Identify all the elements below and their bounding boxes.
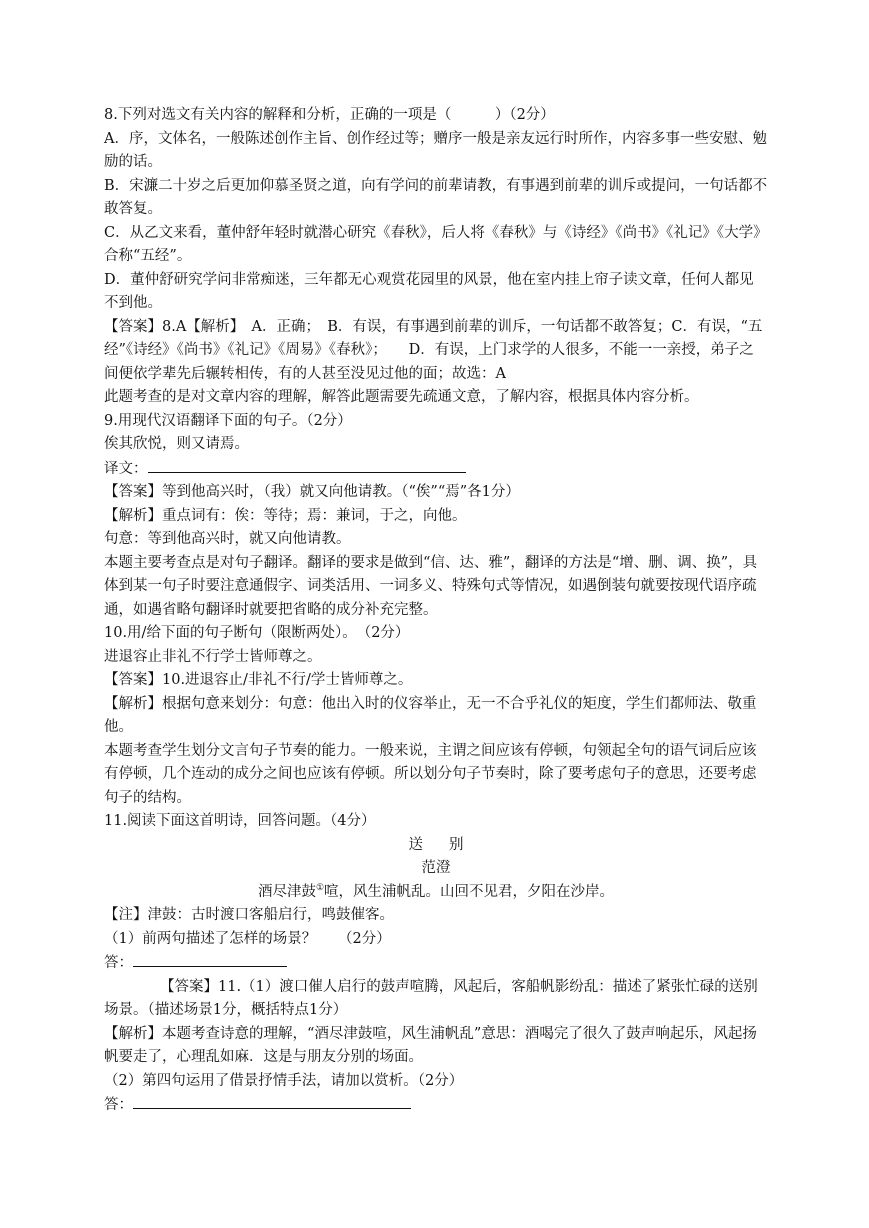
document-page — [104, 104, 768, 1118]
q8-option-b: B．宋濂二十岁之后更加仰慕圣贤之道，向有学问的前辈请教，有事遇到前辈的训斥或提问，一句话都不敢答复。 — [104, 177, 768, 217]
poem-text — [104, 881, 768, 905]
q9-answer: 【答案】等到他高兴时，（我）就又向他请教。（“俟”“焉”各1分） — [104, 484, 520, 500]
q10-analysis: 【解析】根据句意来划分：句意：他出入时的仪容举止，无一不合乎礼仪的矩度，学生们都师法、敬重他。 — [104, 695, 757, 735]
q9-analysis: 【解析】重点词有：俟：等待；焉：兼词，于之，向他。 — [104, 507, 467, 524]
q11-sub1-answer-line — [104, 951, 768, 976]
q8-answer: 【答案】8.A【解析】 A．正确； B．有误，有事遇到前辈的训斥，一句话都不敢答复；C．有误，“五经”《诗经》《尚书》《礼记》《周易》《春秋》； D．有误，上门求学的人很多，不能一一亲授，弟子之间便依学辈先后辗转相传，有的人甚至没见过他的面；故选：A — [104, 318, 763, 382]
poem-author: 范澄 — [421, 860, 451, 876]
q11-stem: 11.阅读下面这首明诗，回答问题。（4分） — [104, 813, 376, 829]
q10-sentence: 进退容止非礼不行学士皆师尊之。 — [104, 648, 322, 665]
poem-footnote: 【注】津鼓：古时渡口客船启行，鸣鼓催客。 — [104, 907, 394, 923]
q11-analysis1: 【解析】本题考查诗意的理解，“酒尽津鼓喧，风生浦帆乱”意思：酒喝完了很久了鼓声响起乐，风起扬帆要走了，心理乱如麻．这是与朋友分别的场面。 — [104, 1025, 757, 1065]
poem-title: 送别 — [408, 836, 490, 853]
q9-translation-line — [104, 457, 768, 482]
q9-meaning: 句意：等到他高兴时，就又向他请教。 — [104, 531, 351, 547]
q8-stem: 8.下列对选文有关内容的解释和分析，正确的一项是（ ）（2分） — [104, 107, 555, 123]
poem-title-line — [104, 834, 768, 858]
q11-answer1: 【答案】11.（1）渡口催人启行的鼓声喧腾，风起后，客船帆影纷乱：描述了紧张忙碌的送别场景。（描述场景1分，概括特点1分） — [104, 978, 758, 1018]
q8-option-d: D．董仲舒研究学问非常痴迷，三年都无心观赏花园里的风景，他在室内挂上帘子读文章，任何人都见不到他。 — [104, 271, 754, 311]
q8-note: 此题考查的是对文章内容的理解，解答此题需要先疏通文意，了解内容，根据具体内容分析。 — [104, 389, 699, 405]
q9-answer-blank[interactable] — [148, 457, 466, 473]
q11-sub2-answer-label: 答： — [104, 1097, 133, 1113]
q10-stem: 10.用/给下面的句子断句（限断两处）。 （2分） — [104, 625, 410, 641]
poem-line-a: 酒尽津鼓 — [257, 883, 316, 900]
q9-translation-label: 译文： — [104, 460, 148, 477]
q9-note: 本题主要考查点是对句子翻译。翻译的要求是做到“信、达、雅”，翻译的方法是“增、删、调、换”，具体到某一句子时要注意通假字、词类活用、一词多义、特殊句式等情况，如遇倒装句就要按现代语序疏通，如遇省略句翻译时就要把省略的成分补充完整。 — [104, 554, 758, 618]
q9-sentence: 俟其欣悦，则又请焉。 — [104, 436, 249, 452]
q9-stem: 9.用现代汉语翻译下面的句子。（2分） — [104, 412, 352, 429]
q11-sub2: （2）第四句运用了借景抒情手法，请加以赏析。（2分） — [104, 1072, 464, 1089]
q11-sub1-answer-blank[interactable] — [133, 951, 287, 967]
q8-option-c: C．从乙文来看，董仲舒年轻时就潜心研究《春秋》，后人将《春秋》与《诗经》《尚书》《礼记》《大学》合称“五经”。 — [104, 224, 768, 264]
poem-note-mark: ① — [315, 882, 325, 893]
q11-sub1: （1）前两句描述了怎样的场景？ （2分） — [104, 930, 391, 947]
q10-answer: 【答案】10.进退容止/非礼不行/学士皆师尊之。 — [104, 672, 413, 688]
q10-note: 本题考查学生划分文言句子节奏的能力。一般来说，主谓之间应该有停顿，句领起全句的语气词后应该有停顿，几个连动的成分之间也应该有停顿。所以划分句子节奏时，除了要考虑句子的意思，还要考虑句子的结构。 — [104, 742, 757, 806]
q11-sub2-answer-line — [104, 1093, 768, 1118]
q8-option-a: A．序，文体名，一般陈述创作主旨、创作经过等；赠序一般是亲友远行时所作，内容多事一些安慰、勉励的话。 — [104, 130, 767, 170]
poem-line-b: 喧，风生浦帆乱。山回不见君，夕阳在沙岸。 — [324, 883, 615, 900]
q11-sub2-answer-blank[interactable] — [133, 1093, 411, 1109]
q11-sub1-answer-label: 答： — [104, 955, 133, 971]
